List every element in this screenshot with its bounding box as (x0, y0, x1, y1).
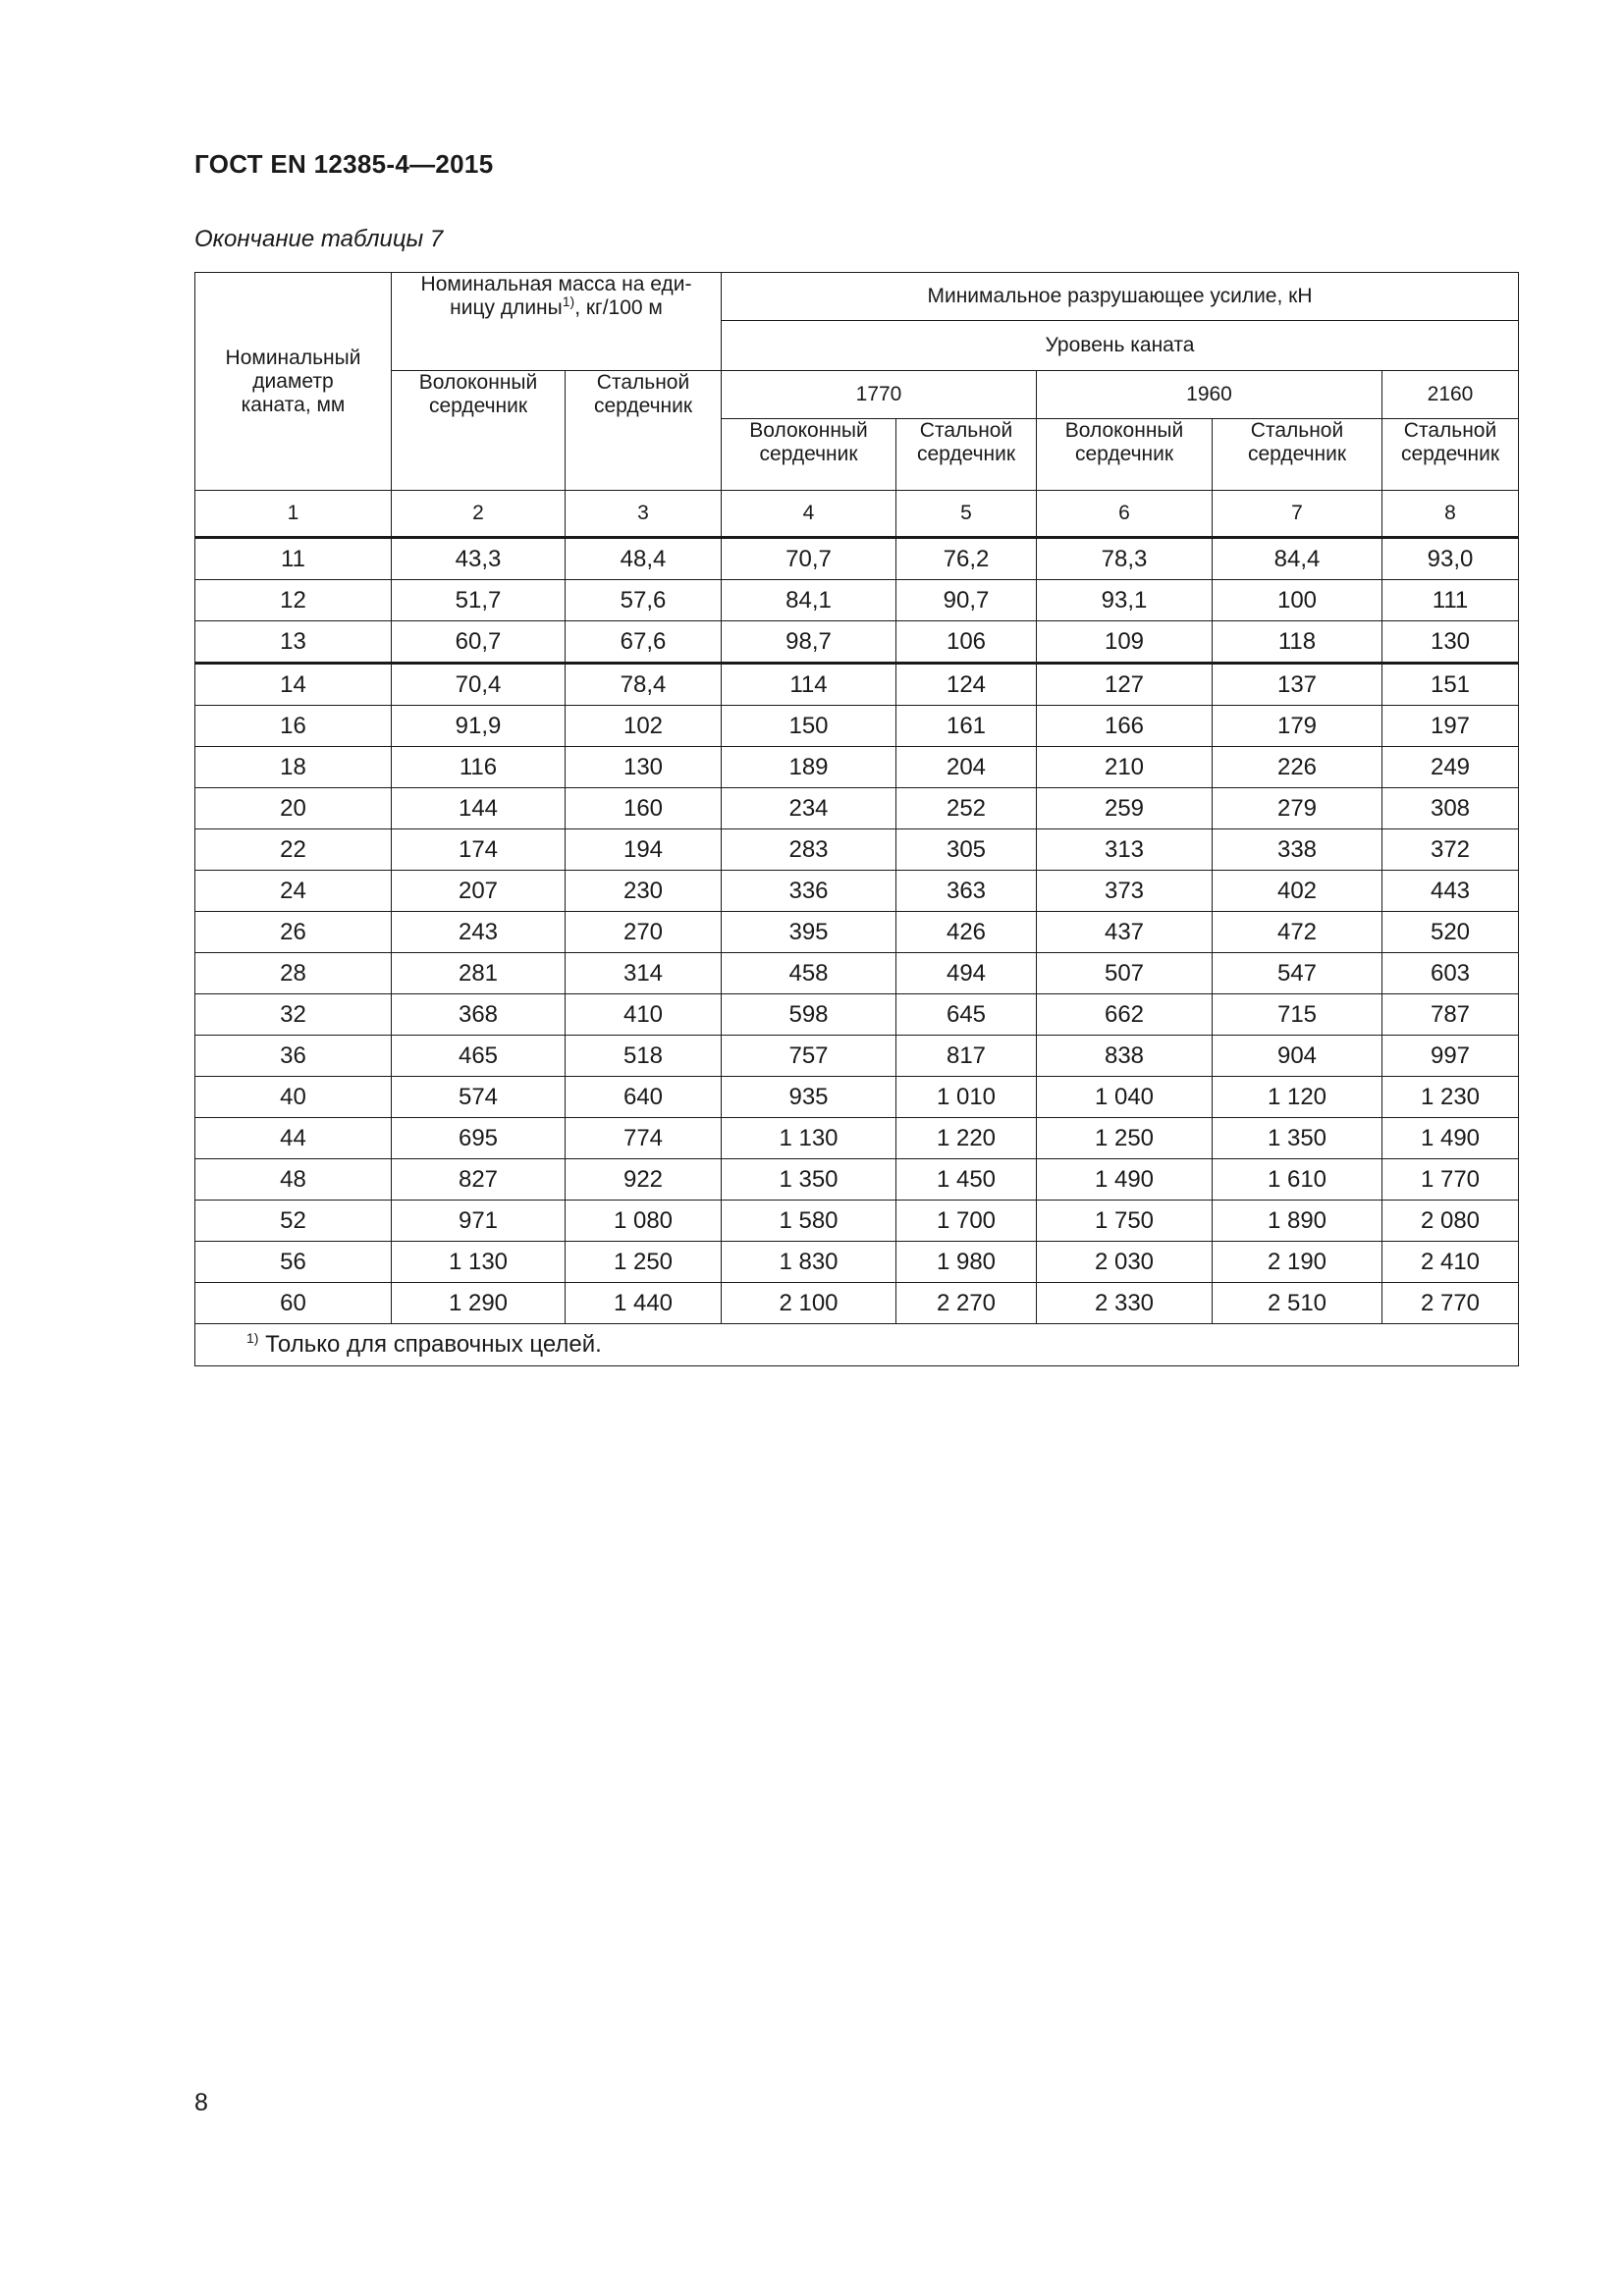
table-cell: 314 (566, 953, 722, 994)
table-cell: 1 290 (392, 1283, 566, 1324)
table-cell: 32 (195, 994, 392, 1036)
table-row (195, 621, 1519, 664)
table-row (195, 912, 1519, 953)
table-cell: 817 (896, 1036, 1037, 1077)
table-cell: 207 (392, 871, 566, 912)
table-cell: 11 (195, 538, 392, 580)
table-cell: 114 (722, 664, 896, 706)
table-cell: 78,3 (1037, 538, 1213, 580)
table-cell: 640 (566, 1077, 722, 1118)
header-grade-1770: 1770 (722, 371, 1037, 419)
table-cell: 52 (195, 1201, 392, 1242)
table-cell: 281 (392, 953, 566, 994)
table-cell: 1 130 (722, 1118, 896, 1159)
table-cell: 226 (1213, 747, 1382, 788)
table-cell: 127 (1037, 664, 1213, 706)
table-cell: 935 (722, 1077, 896, 1118)
table-cell: 1 080 (566, 1201, 722, 1242)
header-1960-fiber-core: Волоконный сердечник (1037, 419, 1213, 491)
table-cell: 151 (1382, 664, 1519, 706)
column-number: 4 (722, 491, 896, 538)
table-cell: 518 (566, 1036, 722, 1077)
table-cell: 922 (566, 1159, 722, 1201)
table-cell: 827 (392, 1159, 566, 1201)
table-cell: 2 080 (1382, 1201, 1519, 1242)
table-cell: 44 (195, 1118, 392, 1159)
table-cell: 84,4 (1213, 538, 1382, 580)
table-cell: 197 (1382, 706, 1519, 747)
table-cell: 48,4 (566, 538, 722, 580)
table-cell: 150 (722, 706, 896, 747)
table-cell: 363 (896, 871, 1037, 912)
table-cell: 174 (392, 829, 566, 871)
table-row (195, 953, 1519, 994)
header-nominal-diameter: Номинальный диаметр каната, мм (195, 273, 392, 491)
table-body (195, 538, 1519, 1324)
table-cell: 2 190 (1213, 1242, 1382, 1283)
table-cell: 137 (1213, 664, 1382, 706)
table-cell: 1 450 (896, 1159, 1037, 1201)
table-cell: 1 750 (1037, 1201, 1213, 1242)
table-cell: 715 (1213, 994, 1382, 1036)
table-cell: 130 (566, 747, 722, 788)
table-cell: 1 440 (566, 1283, 722, 1324)
table-cell: 109 (1037, 621, 1213, 664)
table-cell: 520 (1382, 912, 1519, 953)
table-cell: 574 (392, 1077, 566, 1118)
table-cell: 93,0 (1382, 538, 1519, 580)
table-cell: 12 (195, 580, 392, 621)
table-cell: 93,1 (1037, 580, 1213, 621)
table-row (195, 747, 1519, 788)
table-row (195, 788, 1519, 829)
table-cell: 91,9 (392, 706, 566, 747)
table-cell: 494 (896, 953, 1037, 994)
table-cell: 98,7 (722, 621, 896, 664)
table-cell: 70,7 (722, 538, 896, 580)
table-row (195, 1036, 1519, 1077)
table-cell: 2 330 (1037, 1283, 1213, 1324)
table-cell: 14 (195, 664, 392, 706)
table-cell: 1 010 (896, 1077, 1037, 1118)
table-cell: 1 130 (392, 1242, 566, 1283)
table-cell: 787 (1382, 994, 1519, 1036)
table-cell: 465 (392, 1036, 566, 1077)
table-cell: 144 (392, 788, 566, 829)
footnote-ref: 1) (562, 294, 575, 309)
table-cell: 252 (896, 788, 1037, 829)
table-cell: 426 (896, 912, 1037, 953)
table-row (195, 706, 1519, 747)
table-cell: 2 030 (1037, 1242, 1213, 1283)
table-cell: 130 (1382, 621, 1519, 664)
page-number: 8 (194, 2089, 208, 2116)
table-cell: 60,7 (392, 621, 566, 664)
header-nominal-mass (392, 273, 722, 371)
table-cell: 1 040 (1037, 1077, 1213, 1118)
table-cell: 2 510 (1213, 1283, 1382, 1324)
table-cell: 28 (195, 953, 392, 994)
table-cell: 179 (1213, 706, 1382, 747)
table-cell: 1 220 (896, 1118, 1037, 1159)
table-cell: 60 (195, 1283, 392, 1324)
table-row (195, 580, 1519, 621)
table-cell: 106 (896, 621, 1037, 664)
table-row (195, 1283, 1519, 1324)
column-number: 7 (1213, 491, 1382, 538)
table-cell: 100 (1213, 580, 1382, 621)
table-cell: 598 (722, 994, 896, 1036)
header-1960-steel-core: Стальной сердечник (1213, 419, 1382, 491)
table-cell: 402 (1213, 871, 1382, 912)
table-cell: 757 (722, 1036, 896, 1077)
table-cell: 997 (1382, 1036, 1519, 1077)
header-1770-fiber-core: Волоконный сердечник (722, 419, 896, 491)
table-cell: 1 250 (566, 1242, 722, 1283)
table-cell: 472 (1213, 912, 1382, 953)
table-cell: 116 (392, 747, 566, 788)
table-cell: 695 (392, 1118, 566, 1159)
table-cell: 2 770 (1382, 1283, 1519, 1324)
table-row (195, 994, 1519, 1036)
table-cell: 18 (195, 747, 392, 788)
table-row (195, 1077, 1519, 1118)
table-cell: 838 (1037, 1036, 1213, 1077)
table-cell: 305 (896, 829, 1037, 871)
table-cell: 645 (896, 994, 1037, 1036)
table-cell: 20 (195, 788, 392, 829)
table-caption: Окончание таблицы 7 (194, 226, 444, 252)
table-cell: 443 (1382, 871, 1519, 912)
table-cell: 160 (566, 788, 722, 829)
table-cell: 161 (896, 706, 1037, 747)
column-number: 1 (195, 491, 392, 538)
table-cell: 1 610 (1213, 1159, 1382, 1201)
table-cell: 124 (896, 664, 1037, 706)
table-cell: 56 (195, 1242, 392, 1283)
table-cell: 67,6 (566, 621, 722, 664)
table-cell: 40 (195, 1077, 392, 1118)
table-cell: 270 (566, 912, 722, 953)
table-cell: 547 (1213, 953, 1382, 994)
table-cell: 16 (195, 706, 392, 747)
table-cell: 1 700 (896, 1201, 1037, 1242)
table-cell: 662 (1037, 994, 1213, 1036)
table-row (195, 1242, 1519, 1283)
header-grade-2160: 2160 (1382, 371, 1519, 419)
table-cell: 1 830 (722, 1242, 896, 1283)
table-cell: 70,4 (392, 664, 566, 706)
table-cell: 368 (392, 994, 566, 1036)
header-mass-fiber-core: Волоконный сердечник (392, 371, 566, 491)
table-cell: 313 (1037, 829, 1213, 871)
table-cell: 904 (1213, 1036, 1382, 1077)
table-cell: 210 (1037, 747, 1213, 788)
header-1770-steel-core: Стальной сердечник (896, 419, 1037, 491)
column-number: 5 (896, 491, 1037, 538)
table-cell: 22 (195, 829, 392, 871)
table-cell: 2 270 (896, 1283, 1037, 1324)
table-cell: 372 (1382, 829, 1519, 871)
header-2160-steel-core: Стальной сердечник (1382, 419, 1519, 491)
table-cell: 395 (722, 912, 896, 953)
document-code: ГОСТ EN 12385-4—2015 (194, 149, 494, 179)
table-cell: 1 350 (722, 1159, 896, 1201)
table-cell: 458 (722, 953, 896, 994)
table-cell: 204 (896, 747, 1037, 788)
table-cell: 24 (195, 871, 392, 912)
table-cell: 1 980 (896, 1242, 1037, 1283)
table-cell: 1 230 (1382, 1077, 1519, 1118)
table-cell: 90,7 (896, 580, 1037, 621)
table-cell: 1 890 (1213, 1201, 1382, 1242)
header-nominal-mass-unit: , кг/100 м (574, 296, 663, 319)
table-row (195, 871, 1519, 912)
footnote-text: Только для справочных целей. (258, 1331, 602, 1358)
table-cell: 234 (722, 788, 896, 829)
table-cell: 78,4 (566, 664, 722, 706)
table-cell: 1 250 (1037, 1118, 1213, 1159)
table-row (195, 664, 1519, 706)
table-cell: 279 (1213, 788, 1382, 829)
table-cell: 308 (1382, 788, 1519, 829)
header-mass-steel-core: Стальной сердечник (566, 371, 722, 491)
table-cell: 194 (566, 829, 722, 871)
table-cell: 1 770 (1382, 1159, 1519, 1201)
table-cell: 243 (392, 912, 566, 953)
table-cell: 283 (722, 829, 896, 871)
table-cell: 1 120 (1213, 1077, 1382, 1118)
table-row (195, 538, 1519, 580)
table-cell: 410 (566, 994, 722, 1036)
table-cell: 84,1 (722, 580, 896, 621)
header-rope-grade-level: Уровень каната (722, 321, 1519, 371)
table-cell: 259 (1037, 788, 1213, 829)
table-cell: 48 (195, 1159, 392, 1201)
table-cell: 971 (392, 1201, 566, 1242)
table-row (195, 829, 1519, 871)
footnote-mark: 1) (246, 1330, 259, 1346)
table-cell: 43,3 (392, 538, 566, 580)
table-cell: 437 (1037, 912, 1213, 953)
table-row (195, 1159, 1519, 1201)
header-min-breaking-force: Минимальное разрушающее усилие, кН (722, 273, 1519, 321)
table-cell: 2 410 (1382, 1242, 1519, 1283)
column-number: 3 (566, 491, 722, 538)
table-cell: 1 490 (1382, 1118, 1519, 1159)
table-cell: 57,6 (566, 580, 722, 621)
table-cell: 36 (195, 1036, 392, 1077)
table-cell: 166 (1037, 706, 1213, 747)
header-grade-1960: 1960 (1037, 371, 1382, 419)
table-cell: 1 350 (1213, 1118, 1382, 1159)
table-cell: 102 (566, 706, 722, 747)
table-cell: 338 (1213, 829, 1382, 871)
column-number: 8 (1382, 491, 1519, 538)
table-cell: 26 (195, 912, 392, 953)
table-cell: 1 580 (722, 1201, 896, 1242)
table-cell: 774 (566, 1118, 722, 1159)
column-number: 6 (1037, 491, 1213, 538)
table-cell: 1 490 (1037, 1159, 1213, 1201)
table-cell: 373 (1037, 871, 1213, 912)
table-cell: 189 (722, 747, 896, 788)
table-cell: 51,7 (392, 580, 566, 621)
table-cell: 336 (722, 871, 896, 912)
rope-data-table (194, 272, 1519, 1366)
header-nominal-mass-text: Номинальная масса на еди-ницу длины (420, 273, 692, 319)
table-cell: 249 (1382, 747, 1519, 788)
table-row (195, 1118, 1519, 1159)
table-cell: 2 100 (722, 1283, 896, 1324)
table-cell: 13 (195, 621, 392, 664)
table-cell: 111 (1382, 580, 1519, 621)
table-cell: 118 (1213, 621, 1382, 664)
table-footnote (195, 1324, 1519, 1366)
table-cell: 230 (566, 871, 722, 912)
table-cell: 76,2 (896, 538, 1037, 580)
table-cell: 603 (1382, 953, 1519, 994)
column-number: 2 (392, 491, 566, 538)
table-cell: 507 (1037, 953, 1213, 994)
table-row (195, 1201, 1519, 1242)
